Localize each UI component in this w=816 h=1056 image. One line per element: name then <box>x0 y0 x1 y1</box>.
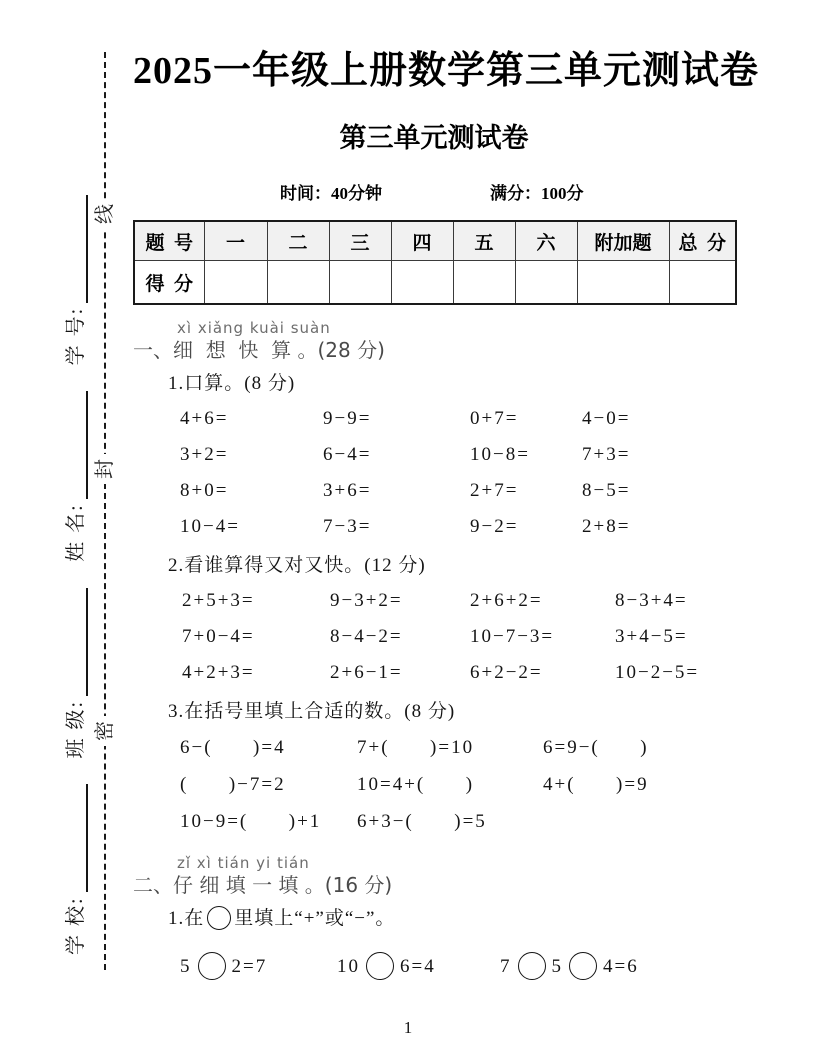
score-blank-cell <box>329 261 391 305</box>
problem-cell: 3+4−5= <box>615 626 688 647</box>
fill-bracket-problems <box>133 729 735 840</box>
fill-operator-circle <box>198 952 226 980</box>
page-number: 1 <box>403 1018 413 1037</box>
score-table-header-cell: 附加题 <box>577 221 669 261</box>
section1-sub1-title: 1.口算。(8 分) <box>168 373 296 394</box>
problem-cell: 4+2+3= <box>182 662 255 683</box>
problem-cell: 10−7−3= <box>470 626 555 647</box>
problem-cell: 10−9=( )+1 <box>180 811 322 832</box>
student-id-blank-line <box>70 195 88 303</box>
problem-cell: 9−9= <box>323 408 372 429</box>
problem-cell: 6+3−( )=5 <box>357 811 487 832</box>
problem-cell: 6+2−2= <box>470 662 543 683</box>
score-table-header-row <box>134 221 736 261</box>
fill-operator-circle <box>569 952 597 980</box>
section2-heading: 二、仔 细 填 一 填 。(16 分) <box>133 873 393 897</box>
problem-cell: 10−8= <box>470 444 530 465</box>
problem-cell: 4+6= <box>180 408 229 429</box>
score-blank-cell <box>669 261 736 305</box>
full-score-label: 满分：100分 <box>490 184 584 203</box>
oral-calc-problems <box>133 401 735 545</box>
student-id-label: 学 号: <box>64 306 87 366</box>
fill-operator-circle <box>366 952 394 980</box>
problem-cell: 0+7= <box>470 408 519 429</box>
score-blank-cell <box>577 261 669 305</box>
problem-row <box>133 944 735 990</box>
score-table <box>133 220 737 305</box>
name-field <box>59 391 88 562</box>
problem-cell: 6−4= <box>323 444 372 465</box>
name-blank-line <box>70 391 88 499</box>
paper-subtitle: 第三单元测试卷 <box>339 123 529 153</box>
problem-row <box>133 729 735 766</box>
score-table-header-cell: 六 <box>515 221 577 261</box>
paper-title: 2025一年级上册数学第三单元测试卷 <box>133 50 760 92</box>
problem-cell: 10=4+( ) <box>357 774 475 795</box>
problem-row <box>133 583 735 619</box>
section2-sub1-title <box>168 906 735 932</box>
problem-row <box>133 437 735 473</box>
section1-pinyin: xì xiǎng kuài suàn <box>177 319 331 337</box>
score-blank-cell <box>391 261 453 305</box>
score-table-score-row <box>134 261 736 305</box>
score-table-header-cell: 三 <box>329 221 391 261</box>
problem-cell: 2+6−1= <box>330 662 403 683</box>
seal-char-mi: 密 <box>90 716 120 746</box>
problem-row <box>133 766 735 803</box>
problem-cell: 2+5+3= <box>182 590 255 611</box>
score-table-header-cell: 总 分 <box>669 221 736 261</box>
problem-cell: 7−3= <box>323 516 372 537</box>
problem-cell <box>180 944 337 990</box>
problem-row <box>133 619 735 655</box>
multi-step-problems <box>133 583 735 691</box>
problem-row <box>133 509 735 545</box>
class-field <box>59 588 88 759</box>
problem-row <box>133 401 735 437</box>
problem-text: 4=6 <box>603 956 639 977</box>
score-table-header-cell: 题 号 <box>134 221 204 261</box>
school-label: 学 校: <box>64 896 87 955</box>
school-field <box>59 784 88 955</box>
seal-dashed-line <box>104 52 106 970</box>
problem-row <box>133 655 735 691</box>
problem-cell: 8+0= <box>180 480 229 501</box>
problem-cell: ( )−7=2 <box>180 774 286 795</box>
class-label: 班 级: <box>64 699 87 759</box>
score-table-header-cell: 四 <box>391 221 453 261</box>
problem-cell: 7+0−4= <box>182 626 255 647</box>
student-id-field <box>59 195 88 366</box>
fill-operator-circle <box>207 906 231 930</box>
problem-cell: 6=9−( ) <box>543 737 649 758</box>
problem-text: 里填上“+”或“−”。 <box>234 908 396 929</box>
problem-cell: 2+6+2= <box>470 590 543 611</box>
paper-content <box>133 0 760 990</box>
seal-char-xian: 线 <box>90 199 120 229</box>
problem-cell: 8−3+4= <box>615 590 688 611</box>
section1-sub2-title: 2.看谁算得又对又快。(12 分) <box>168 555 426 576</box>
class-blank-line <box>70 588 88 696</box>
problem-cell: 7+3= <box>582 444 631 465</box>
score-blank-cell <box>515 261 577 305</box>
time-limit-label: 时间：40分钟 <box>280 184 382 203</box>
score-table-header-cell: 五 <box>453 221 515 261</box>
section2-pinyin: zǐ xì tián yi tián <box>177 854 310 872</box>
score-blank-cell <box>267 261 329 305</box>
score-table-header-cell: 二 <box>267 221 329 261</box>
school-blank-line <box>70 784 88 892</box>
problem-cell <box>337 944 500 990</box>
problem-cell: 9−2= <box>470 516 519 537</box>
problem-cell: 3+6= <box>323 480 372 501</box>
problem-cell: 6−( )=4 <box>180 737 286 758</box>
score-blank-cell <box>204 261 267 305</box>
score-blank-cell <box>453 261 515 305</box>
problem-text: 2=7 <box>231 956 268 977</box>
problem-cell: 7+( )=10 <box>357 737 475 758</box>
score-row-label: 得 分 <box>134 261 204 305</box>
student-info-fields <box>55 85 91 955</box>
problem-cell: 8−4−2= <box>330 626 403 647</box>
problem-cell: 4−0= <box>582 408 631 429</box>
paper-meta <box>133 182 735 206</box>
score-table-header-cell: 一 <box>204 221 267 261</box>
problem-row <box>133 473 735 509</box>
problem-cell: 9−3+2= <box>330 590 403 611</box>
fill-operator-circle <box>518 952 546 980</box>
problem-cell: 4+( )=9 <box>543 774 649 795</box>
section1-heading: 一、细 想 快 算 。(28 分) <box>133 338 385 362</box>
problem-cell <box>500 944 735 990</box>
problem-cell: 10−2−5= <box>615 662 700 683</box>
seal-char-feng: 封 <box>90 454 120 484</box>
name-label: 姓 名: <box>64 503 87 562</box>
problem-text: 6=4 <box>400 956 436 977</box>
problem-cell: 10−4= <box>180 516 240 537</box>
problem-text: 7 <box>500 956 512 977</box>
problem-text: 10 <box>337 956 360 977</box>
problem-text: 5 <box>180 956 192 977</box>
section1-sub3-title: 3.在括号里填上合适的数。(8 分) <box>168 701 456 722</box>
problem-text: 5 <box>551 956 563 977</box>
problem-text: 1.在 <box>168 908 205 929</box>
problem-cell: 2+7= <box>470 480 519 501</box>
problem-cell: 8−5= <box>582 480 631 501</box>
problem-row <box>133 803 735 840</box>
problem-cell: 2+8= <box>582 516 631 537</box>
problem-cell: 3+2= <box>180 444 229 465</box>
circle-operator-problems <box>133 944 735 990</box>
